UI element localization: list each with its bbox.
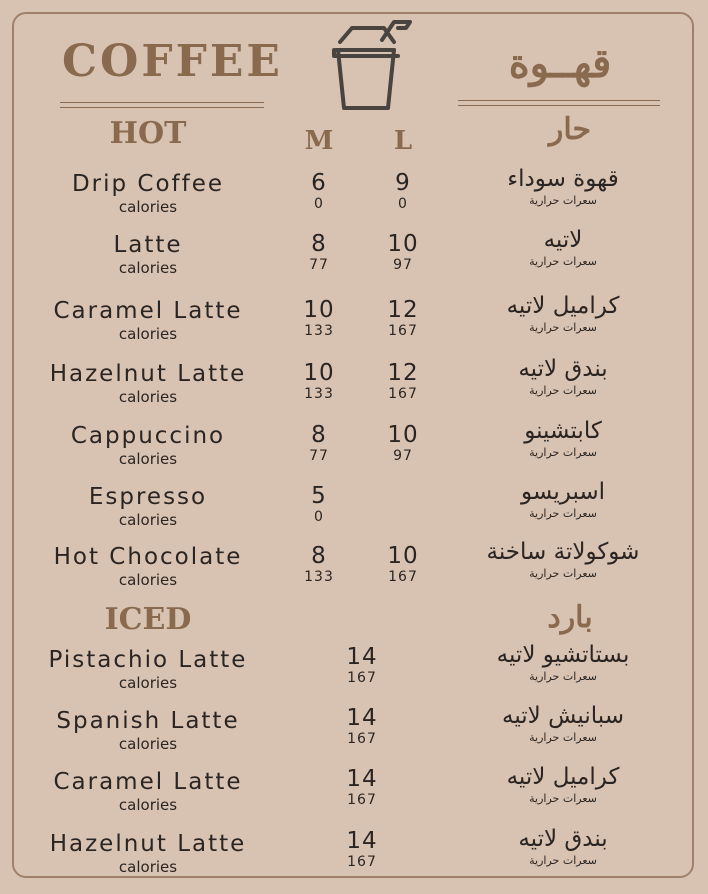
price-single: 14 <box>346 705 378 731</box>
item-name-ar: كراميل لاتيه <box>506 764 620 790</box>
menu-title-en: COFFEE <box>62 36 283 87</box>
menu-item-row <box>0 764 708 830</box>
item-calories-label-en: calories <box>118 259 178 277</box>
calories-medium: 77 <box>309 448 329 464</box>
item-calories-label-en: calories <box>118 511 178 529</box>
size-header-m: M <box>304 126 334 156</box>
item-name-ar: بندق لاتيه <box>518 826 608 852</box>
section-hot-label-ar: حار <box>548 112 592 147</box>
item-calories-label-ar: سعرات حرارية <box>529 792 597 805</box>
calories-single: 167 <box>347 854 377 870</box>
item-calories-label-en: calories <box>118 674 178 692</box>
item-name-en: Hot Chocolate <box>53 544 243 570</box>
menu-item-row <box>0 356 708 422</box>
price-medium: 10 <box>303 297 335 323</box>
price-medium: 8 <box>311 543 327 569</box>
menu-item-row <box>0 703 708 769</box>
coffee-cup-icon <box>330 16 420 114</box>
price-large: 9 <box>395 170 411 196</box>
calories-large: 167 <box>388 569 418 585</box>
calories-medium: 133 <box>304 323 334 339</box>
menu-item-row <box>0 479 708 545</box>
calories-large: 97 <box>393 448 413 464</box>
item-calories-label-ar: سعرات حرارية <box>529 731 597 744</box>
item-name-en: Drip Coffee <box>71 171 225 197</box>
calories-large: 97 <box>393 257 413 273</box>
item-name-ar: بستاتشيو لاتيه <box>496 642 630 668</box>
section-iced-label-ar: بارد <box>547 600 593 635</box>
price-large: 10 <box>387 231 419 257</box>
item-calories-label-ar: سعرات حرارية <box>529 670 597 683</box>
item-calories-label-en: calories <box>118 388 178 406</box>
item-name-ar: قهوة سوداء <box>507 166 619 192</box>
item-calories-label-ar: سعرات حرارية <box>529 507 597 520</box>
price-single: 14 <box>346 766 378 792</box>
item-name-ar: كابتشينو <box>524 418 602 444</box>
menu-item-row <box>0 166 708 232</box>
item-calories-label-ar: سعرات حرارية <box>529 255 597 268</box>
price-medium: 5 <box>311 483 327 509</box>
section-iced-label-en: ICED <box>104 602 192 637</box>
section-hot-label-en: HOT <box>109 116 187 151</box>
menu-item-row <box>0 642 708 708</box>
calories-single: 167 <box>347 670 377 686</box>
calories-medium: 0 <box>314 509 324 525</box>
item-calories-label-ar: سعرات حرارية <box>529 321 597 334</box>
item-calories-label-en: calories <box>118 325 178 343</box>
item-calories-label-en: calories <box>118 198 178 216</box>
item-calories-label-en: calories <box>118 858 178 876</box>
size-header-l: L <box>393 126 413 156</box>
item-calories-label-en: calories <box>118 450 178 468</box>
item-calories-label-en: calories <box>118 796 178 814</box>
item-calories-label-ar: سعرات حرارية <box>529 854 597 867</box>
calories-medium: 133 <box>304 569 334 585</box>
item-name-en: Caramel Latte <box>53 769 243 795</box>
menu-item-row <box>0 826 708 892</box>
item-name-en: Caramel Latte <box>53 298 243 324</box>
calories-large: 0 <box>398 196 408 212</box>
price-single: 14 <box>346 644 378 670</box>
item-calories-label-ar: سعرات حرارية <box>529 194 597 207</box>
price-large: 12 <box>387 297 419 323</box>
item-name-en: Hazelnut Latte <box>49 361 247 387</box>
item-name-en: Pistachio Latte <box>48 647 248 673</box>
price-medium: 6 <box>311 170 327 196</box>
item-name-ar: شوكولاتة ساخنة <box>486 539 640 565</box>
calories-medium: 133 <box>304 386 334 402</box>
calories-large: 167 <box>388 323 418 339</box>
item-name-ar: بندق لاتيه <box>518 356 608 382</box>
price-medium: 10 <box>303 360 335 386</box>
menu-title-ar: قهــوة <box>508 40 612 87</box>
item-name-en: Latte <box>113 232 183 258</box>
price-large: 10 <box>387 543 419 569</box>
item-calories-label-en: calories <box>118 571 178 589</box>
calories-single: 167 <box>347 792 377 808</box>
item-calories-label-ar: سعرات حرارية <box>529 384 597 397</box>
price-single: 14 <box>346 828 378 854</box>
item-name-en: Spanish Latte <box>56 708 240 734</box>
title-rule-left <box>60 102 264 108</box>
item-name-en: Cappuccino <box>70 423 226 449</box>
item-name-ar: كراميل لاتيه <box>506 293 620 319</box>
calories-medium: 0 <box>314 196 324 212</box>
price-medium: 8 <box>311 231 327 257</box>
calories-large: 167 <box>388 386 418 402</box>
item-calories-label-ar: سعرات حرارية <box>529 446 597 459</box>
menu-item-row <box>0 293 708 359</box>
item-calories-label-en: calories <box>118 735 178 753</box>
item-name-ar: لاتيه <box>543 227 583 253</box>
menu-item-row <box>0 539 708 605</box>
calories-single: 167 <box>347 731 377 747</box>
title-rule-right <box>458 100 660 106</box>
item-calories-label-ar: سعرات حرارية <box>529 567 597 580</box>
item-name-en: Espresso <box>88 484 208 510</box>
item-name-ar: اسبريسو <box>520 479 606 505</box>
calories-medium: 77 <box>309 257 329 273</box>
price-large: 10 <box>387 422 419 448</box>
menu-item-row <box>0 227 708 293</box>
price-large: 12 <box>387 360 419 386</box>
item-name-ar: سبانيش لاتيه <box>502 703 624 729</box>
price-medium: 8 <box>311 422 327 448</box>
item-name-en: Hazelnut Latte <box>49 831 247 857</box>
menu-item-row <box>0 418 708 484</box>
